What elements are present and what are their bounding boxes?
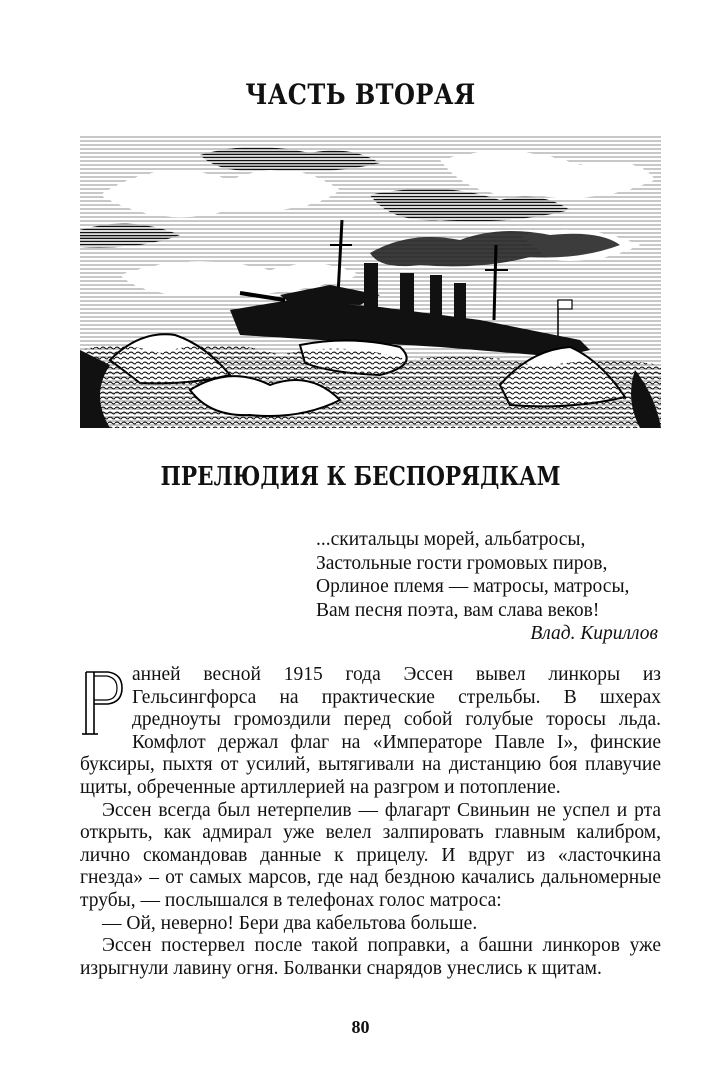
part-title: ЧАСТЬ ВТОРАЯ — [245, 78, 476, 111]
paragraph-2: Эссен всегда был нетерпелив — флагарт Свиньин не успел и рта открыть, как адмирал уже велел залпировать главным калибром, лично скомандовав данные к прицелу. И вдруг из «ласточкина гнезда» – от самых марсов, где над бездною качались дальномерные трубы, — послышался в телефонах голос матроса: — [80, 799, 661, 911]
paragraph-1: анней весной 1915 года Эссен вывел линкоры из Гельсингфорса на практические стрельбы. В шхерах дредноуты громоздили перед собой голубые торосы льда. Комфлот держал флаг на «Императоре Павле I», финские буксиры, пыхтя от усилий, вытягивали на дистанцию боя плавучие щиты, обреченные артиллерией на разгром и потопление. — [80, 664, 661, 798]
paragraph-4: Эссен постервел после такой поправки, а башни линкоров уже изрыгнули лавину огня. Болванки снарядов унеслись к щитам. — [80, 935, 661, 979]
epigraph-line: Застольные гости громовых пиров, — [316, 552, 608, 574]
epigraph-line: ...скитальцы морей, альбатросы, — [316, 529, 586, 550]
cruiser-illustration — [80, 135, 661, 428]
svg-text:Р: Р — [126, 736, 127, 737]
dropcap-letter — [80, 668, 126, 738]
paragraph-3: — Ой, неверно! Бери два кабельтова больше. — [102, 912, 478, 934]
body-text — [80, 664, 661, 980]
epigraph-line: Орлиное племя — матросы, матросы, — [316, 576, 630, 597]
chapter-title: ПРЕЛЮДИЯ К БЕСПОРЯДКАМ — [160, 462, 561, 492]
epigraph-line: Вам песня поэта, вам слава веков! — [316, 599, 600, 621]
page-number: 80 — [351, 1017, 370, 1037]
epigraph-author: Влад. Кириллов — [530, 623, 658, 644]
epigraph — [316, 528, 676, 646]
